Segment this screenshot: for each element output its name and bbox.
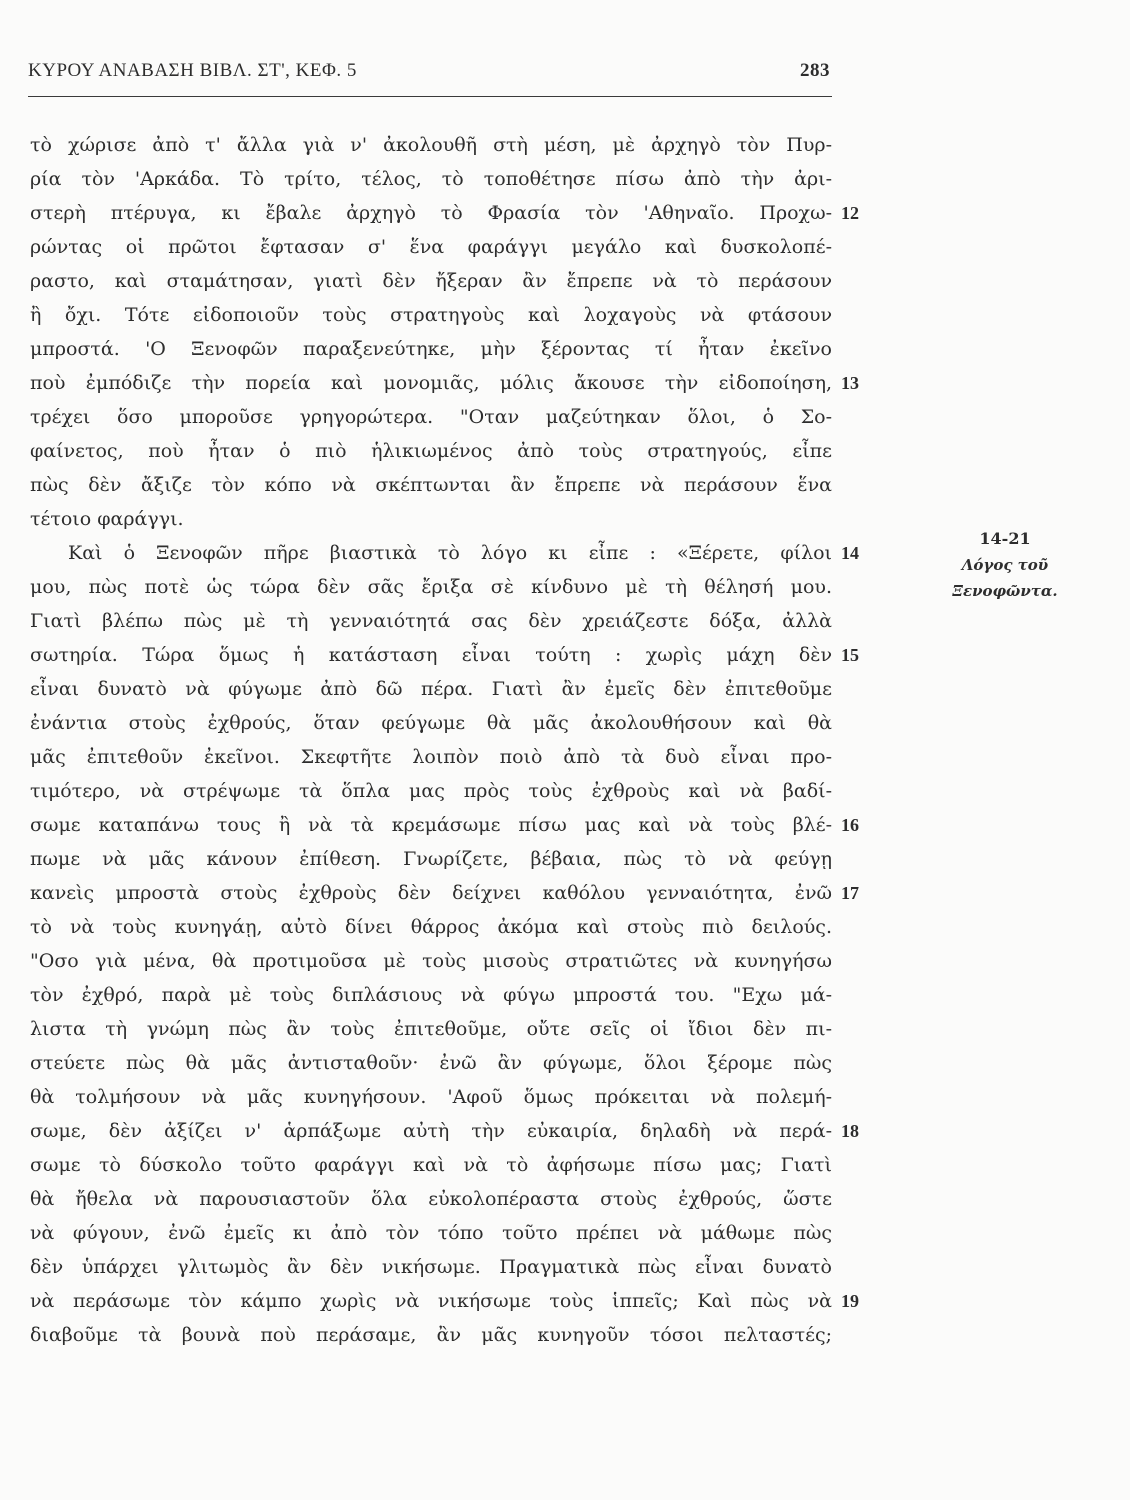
side-note-line: Λόγος τοῦ <box>961 556 1049 574</box>
text-line: ποὺ ἐμπόδιζε τὴν πορεία καὶ μονομιᾶς, μόλις ἄκουσε τὴν εἰδοποίηση, <box>30 372 832 394</box>
text-line: θὰ ἤθελα νὰ παρουσιαστοῦν ὅλα εὐκολοπέραστα στοὺς ἐχθρούς, ὥστε <box>30 1188 832 1210</box>
text-line: τιμότερο, νὰ στρέψωμε τὰ ὅπλα μας πρὸς τοὺς ἐχθροὺς καὶ νὰ βαδί- <box>30 780 832 802</box>
text-line: "Οσο γιὰ μένα, θὰ προτιμοῦσα μὲ τοὺς μισοὺς στρατιῶτες νὰ κυνηγήσω <box>30 950 832 972</box>
section-number-19: 19 <box>841 1291 859 1311</box>
text-line <box>30 1352 832 1386</box>
text-line: εἶναι δυνατὸ νὰ φύγωμε ἀπὸ δῶ πέρα. Γιατὶ ἂν ἐμεῖς δὲν ἐπιτεθοῦμε <box>30 678 832 700</box>
text-line: ἢ ὄχι. Τότε εἰδοποιοῦν τοὺς στρατηγοὺς καὶ λοχαγοὺς νὰ φτάσουν <box>30 304 832 326</box>
text-line: μπροστά. 'Ο Ξενοφῶν παραξενεύτηκε, μὴν ξέροντας τί ἦταν ἐκεῖνο <box>30 338 832 360</box>
text-line: Καὶ ὁ Ξενοφῶν πῆρε βιαστικὰ τὸ λόγο κι εἶπε : «Ξέρετε, φίλοι <box>68 542 832 564</box>
text-line: λιστα τὴ γνώμη πὼς ἂν τοὺς ἐπιτεθοῦμε, οὔτε σεῖς οἱ ἴδιοι δὲν πι- <box>30 1018 832 1040</box>
text-line: τέτοιο φαράγγι. <box>30 508 184 530</box>
text-line: ρία τὸν 'Αρκάδα. Τὸ τρίτο, τέλος, τὸ τοποθέτησε πίσω ἀπὸ τὴν ἀρι- <box>30 168 832 190</box>
section-number-15: 15 <box>841 645 859 665</box>
text-line: τὸν ἐχθρό, παρὰ μὲ τοὺς διπλάσιους νὰ φύγω μπροστά του. "Εχω μά- <box>30 984 832 1006</box>
running-title: ΚΥΡΟΥ ΑΝΑΒΑΣΗ ΒΙΒΛ. ΣΤ', ΚΕΦ. 5 <box>28 60 357 81</box>
section-number-18: 18 <box>841 1121 859 1141</box>
text-line: σωτηρία. Τώρα ὅμως ἡ κατάσταση εἶναι τούτη : χωρὶς μάχη δὲν <box>30 644 832 666</box>
header-rule <box>28 96 832 97</box>
side-note-range: 14-21 <box>979 529 1031 548</box>
text-line: διαβοῦμε τὰ βουνὰ ποὺ περάσαμε, ἂν μᾶς κυνηγοῦν τόσοι πελταστές; <box>30 1324 832 1346</box>
text-line: κανεὶς μπροστὰ στοὺς ἐχθροὺς δὲν δείχνει καθόλου γενναιότητα, ἐνῶ <box>30 882 832 904</box>
text-line: δὲν ὑπάρχει γλιτωμὸς ἂν δὲν νικήσωμε. Πραγματικὰ πὼς εἶναι δυνατὸ <box>30 1256 832 1278</box>
text-line: νὰ φύγουν, ἐνῶ ἐμεῖς κι ἀπὸ τὸν τόπο τοῦτο πρέπει νὰ μάθωμε πὼς <box>30 1222 832 1244</box>
text-line: στερὴ πτέρυγα, κι ἔβαλε ἀρχηγὸ τὸ Φρασία τὸν 'Αθηναῖο. Προχω- <box>30 202 832 224</box>
text-line: ἐνάντια στοὺς ἐχθρούς, ὅταν φεύγωμε θὰ μᾶς ἀκολουθήσουν καὶ θὰ <box>30 712 832 734</box>
text-line: νὰ περάσωμε τὸν κάμπο χωρὶς νὰ νικήσωμε τοὺς ἱππεῖς; Καὶ πὼς νὰ <box>30 1290 832 1312</box>
text-line: μᾶς ἐπιτεθοῦν ἐκεῖνοι. Σκεφτῆτε λοιπὸν ποιὸ ἀπὸ τὰ δυὸ εἶναι προ- <box>30 746 832 768</box>
text-line: τρέχει ὅσο μποροῦσε γρηγορώτερα. "Οταν μαζεύτηκαν ὅλοι, ὁ Σο- <box>30 406 832 428</box>
text-line: μου, πὼς ποτὲ ὡς τώρα δὲν σᾶς ἔριξα σὲ κίνδυνο μὲ τὴ θέλησή μου. <box>30 576 832 598</box>
text-line: πωμε νὰ μᾶς κάνουν ἐπίθεση. Γνωρίζετε, βέβαια, πὼς τὸ νὰ φεύγῃ <box>30 848 832 870</box>
text-line: σωμε τὸ δύσκολο τοῦτο φαράγγι καὶ νὰ τὸ ἀφήσωμε πίσω μας; Γιατὶ <box>30 1154 832 1176</box>
section-number-17: 17 <box>841 883 859 903</box>
text-line: σωμε καταπάνω τους ἢ νὰ τὰ κρεμάσωμε πίσω μας καὶ νὰ τοὺς βλέ- <box>30 814 832 836</box>
section-number-16: 16 <box>841 815 859 835</box>
text-line: ρώντας οἱ πρῶτοι ἔφτασαν σ' ἕνα φαράγγι μεγάλο καὶ δυσκολοπέ- <box>30 236 832 258</box>
running-header <box>28 60 830 88</box>
section-number-14: 14 <box>841 543 859 563</box>
section-number-12: 12 <box>841 203 859 223</box>
page-number: 283 <box>800 60 830 81</box>
text-line: στεύετε πὼς θὰ μᾶς ἀντισταθοῦν· ἐνῶ ἂν φύγωμε, ὅλοι ξέρομε πὼς <box>30 1052 832 1074</box>
text-line: θὰ τολμήσουν νὰ μᾶς κυνηγήσουν. 'Αφοῦ ὅμως πρόκειται νὰ πολεμή- <box>30 1086 832 1108</box>
text-line: φαίνετος, ποὺ ἦταν ὁ πιὸ ἡλικιωμένος ἀπὸ τοὺς στρατηγούς, εἶπε <box>30 440 832 462</box>
text-line: τὸ νὰ τοὺς κυνηγάῃ, αὐτὸ δίνει θάρρος ἀκόμα καὶ στοὺς πιὸ δειλούς. <box>30 916 832 938</box>
side-note-line: Ξενοφῶντα. <box>952 582 1058 600</box>
section-number-13: 13 <box>841 373 859 393</box>
text-line: τὸ χώρισε ἀπὸ τ' ἄλλα γιὰ ν' ἀκολουθῆ στὴ μέση, μὲ ἀρχηγὸ τὸν Πυρ- <box>30 134 832 156</box>
text-line: ραστο, καὶ σταμάτησαν, γιατὶ δὲν ἤξεραν ἂν ἔπρεπε νὰ τὸ περάσουν <box>30 270 832 292</box>
text-line: σωμε, δὲν ἀξίζει ν' ἁρπάξωμε αὐτὴ τὴν εὐκαιρία, δηλαδὴ νὰ περά- <box>30 1120 832 1142</box>
text-line: πὼς δὲν ἄξιζε τὸν κόπο νὰ σκέπτωνται ἂν ἔπρεπε νὰ περάσουν ἕνα <box>30 474 832 496</box>
side-note <box>920 526 1090 604</box>
text-line: Γιατὶ βλέπω πὼς μὲ τὴ γενναιότητά σας δὲν χρειάζεστε δόξα, ἀλλὰ <box>30 610 832 632</box>
